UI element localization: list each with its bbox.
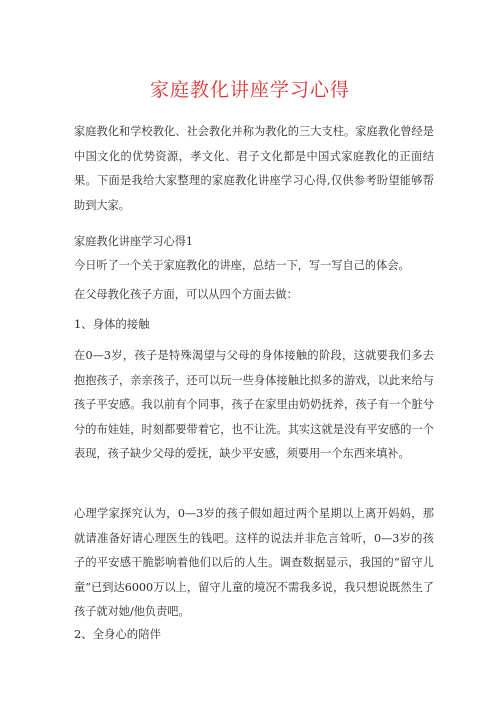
subheading-1: 家庭教化讲座学习心得1 [74,235,193,248]
intro-paragraph: 家庭教化和学校教化、社会教化并称为教化的三大支柱。家庭教化曾经是中国文化的优势资源，孝文化、君子文化都是中国式家庭教化的正面结果。下面是我给大家整理的家庭教化讲座学习心得,仅供参考盼望能够帮助到大家。 [74,125,434,212]
section-heading-1: 1、身体的接触 [74,317,150,331]
body-paragraph-2: 心理学家探究认为，0—3岁的孩子假如超过两个星期以上离开妈妈，那就请准备好请心理医生的钱吧。这样的说法并非危言耸听，0—3岁的孩子的平安感干脆影响着他们以后的人生。调查数据显示，我国的“留守儿童”已到达6000万以上，留守儿童的境况不需我多说，我只想说既然生了孩子就对她/他负责吧。 [74,507,434,619]
body-paragraph-1: 在0—3岁，孩子是特殊渴望与父母的身体接触的阶段，这就要我们多去抱抱孩子，亲亲孩子，还可以玩一些身体接触比拟多的游戏，以此来给与孩子平安感。我以前有个同事，孩子在家里由奶奶抚养，孩子有一个脏兮兮的布娃娃，时刻都要带着它，也不让洗。其实这就是没有平安感的一个表现，孩子缺少父母的爱抚，缺少平安感，须要用一个东西来填补。 [74,349,434,461]
paragraph-line-1: 今日听了一个关于家庭教化的讲座，总结一下，写一写自己的体会。 [74,259,410,272]
section-heading-2: 2、全身心的陪伴 [74,627,161,641]
document-title: 家庭教化讲座学习心得 [149,79,350,101]
paragraph-line-2: 在父母教化孩子方面，可以从四个方面去做： [74,288,298,301]
